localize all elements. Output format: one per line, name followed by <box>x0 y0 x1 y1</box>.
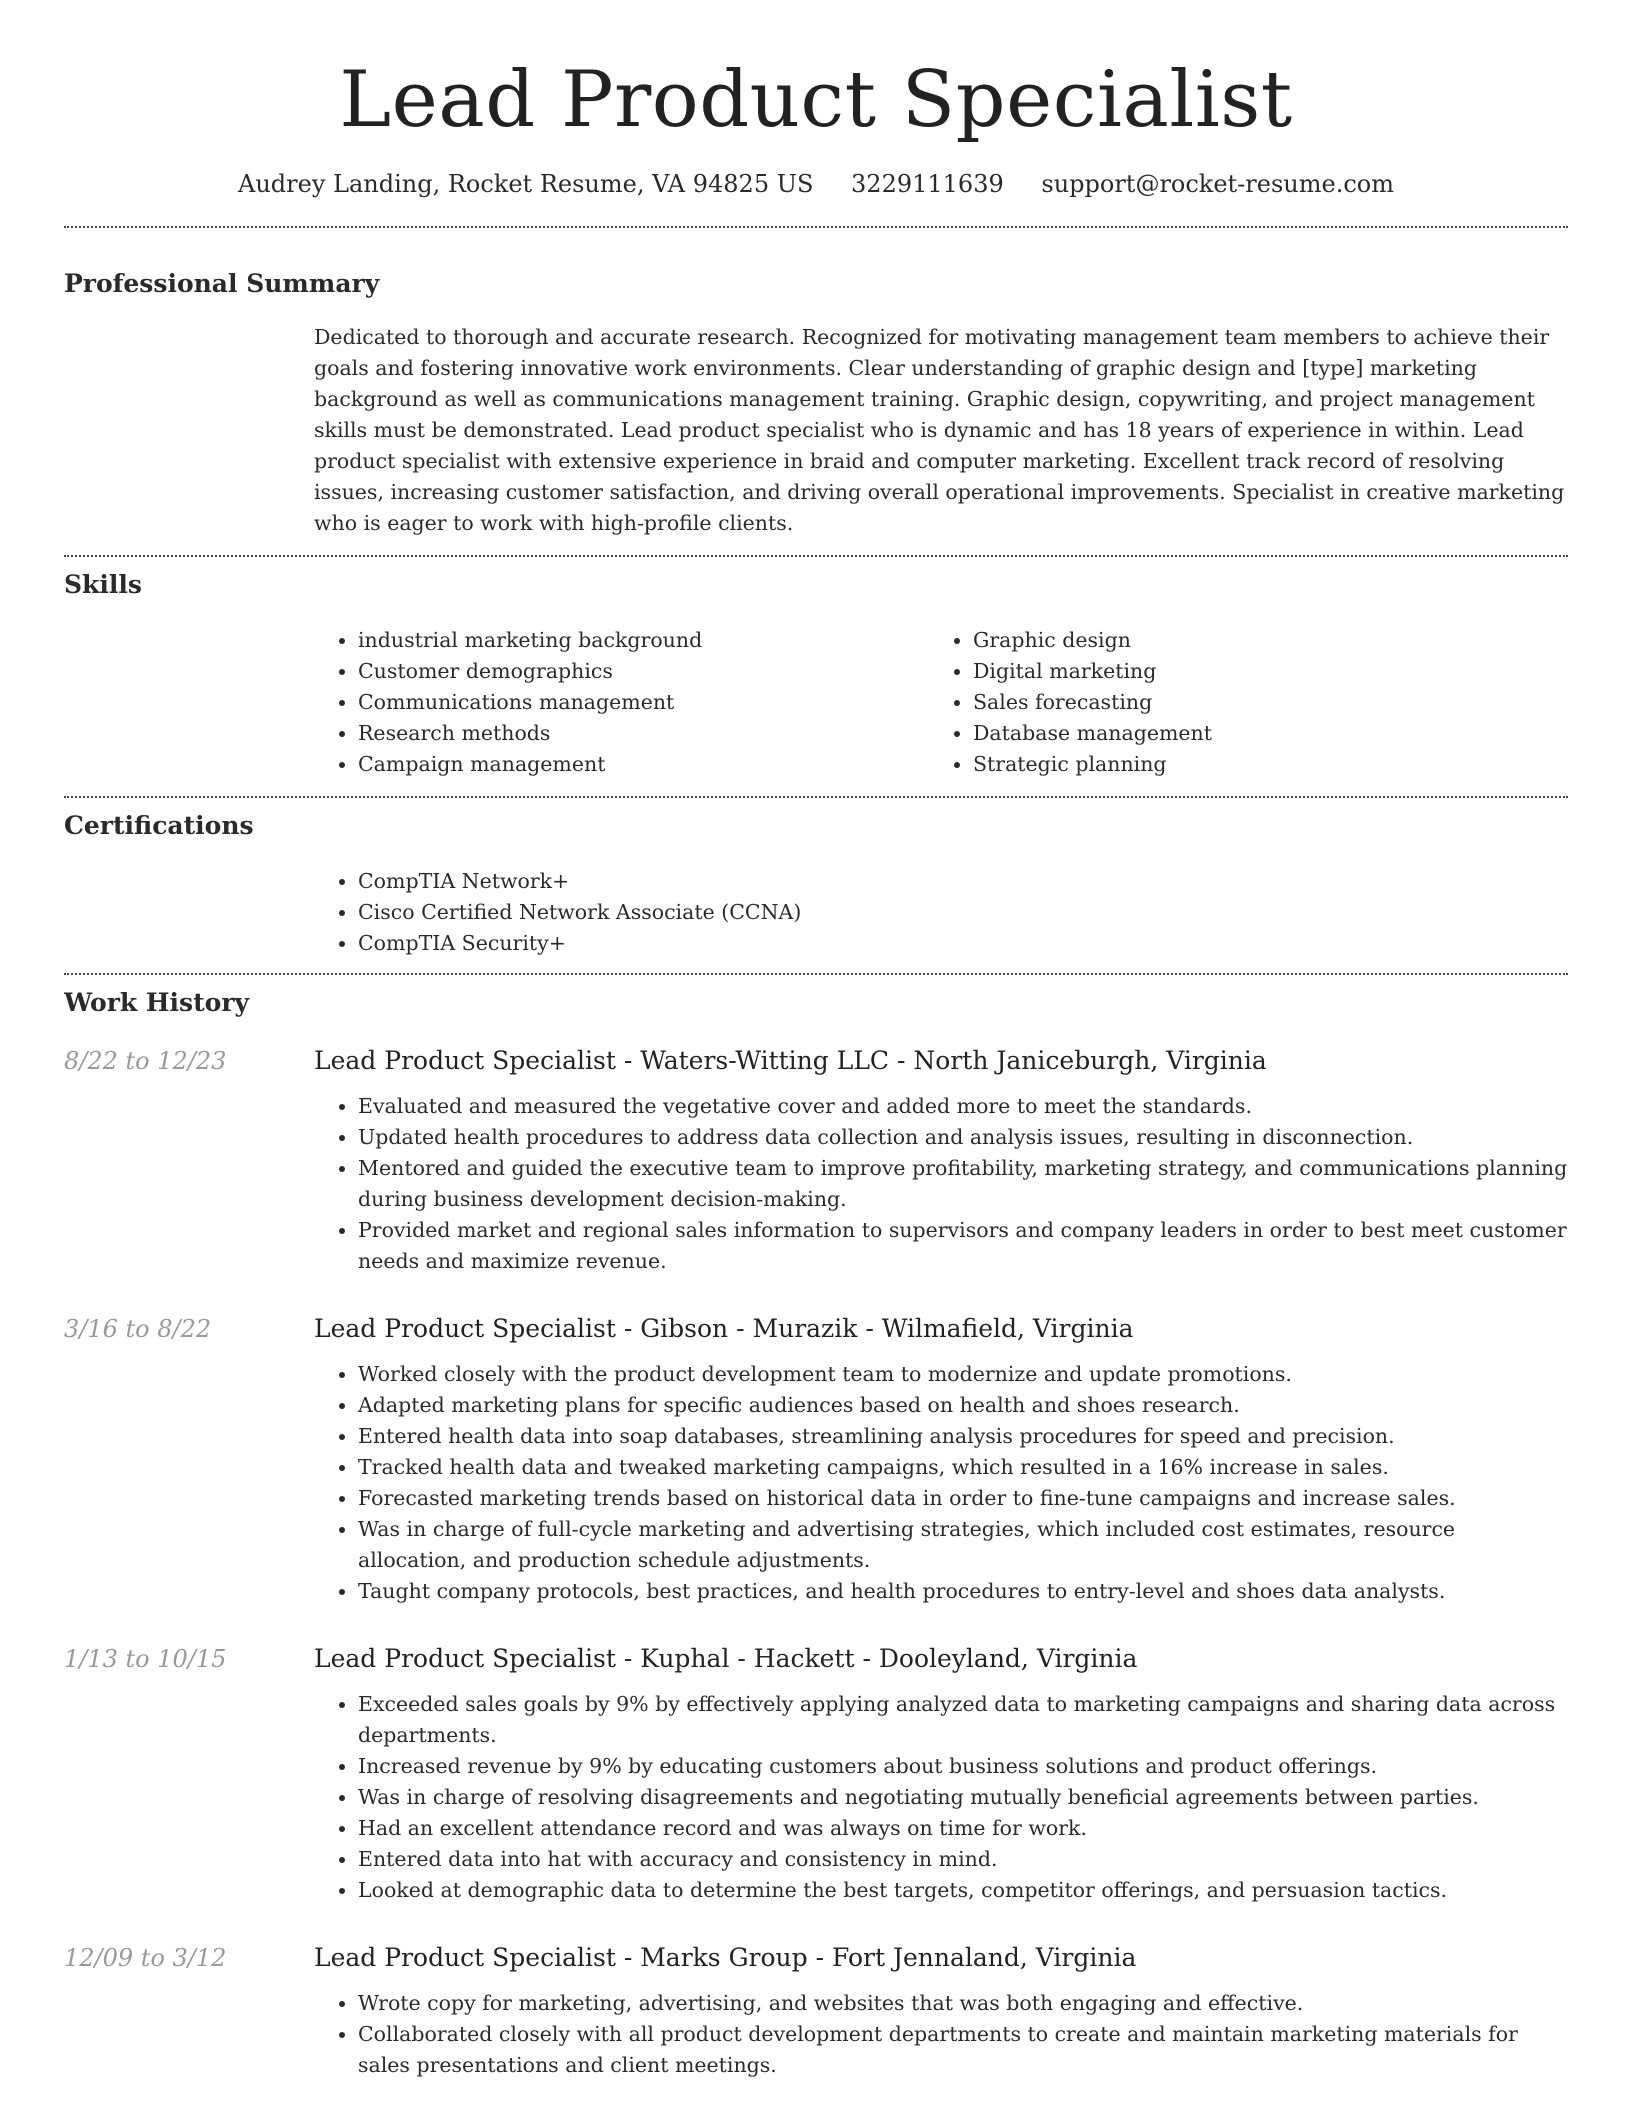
work-history-list <box>64 1045 1568 2081</box>
list-item: • Looked at demographic data to determine the best targets, competitor offerings, and persuasion tactics. <box>358 1875 1568 1906</box>
list-item: • Campaign management <box>358 749 929 780</box>
list-item: • Was in charge of resolving disagreements and negotiating mutually beneficial agreements between parties. <box>358 1782 1568 1813</box>
contact-email: support@rocket-resume.com <box>1041 170 1394 198</box>
list-item: • Mentored and guided the executive team to improve profitability, marketing strategy, and communications planning during business development decision-making. <box>358 1153 1568 1215</box>
list-item: • Had an excellent attendance record and was always on time for work. <box>358 1813 1568 1844</box>
contact-line <box>64 168 1568 200</box>
job-dates: 12/09 to 3/12 <box>64 1944 227 1972</box>
list-item: • Customer demographics <box>358 656 929 687</box>
list-item: • Exceeded sales goals by 9% by effectively applying analyzed data to marketing campaigns and sharing data across departments. <box>358 1689 1568 1751</box>
list-item: • Forecasted marketing trends based on historical data in order to fine-tune campaigns and increase sales. <box>358 1483 1568 1514</box>
list-item: • Tracked health data and tweaked marketing campaigns, which resulted in a 16% increase in sales. <box>358 1452 1568 1483</box>
list-item: • Entered health data into soap databases, streamlining analysis procedures for speed and precision. <box>358 1421 1568 1452</box>
section-divider <box>64 796 1568 798</box>
skills-column-left <box>314 625 929 780</box>
list-item: • CompTIA Network+ <box>358 866 1568 897</box>
list-item: • Updated health procedures to address data collection and analysis issues, resulting in disconnection. <box>358 1122 1568 1153</box>
list-item: • Cisco Certified Network Associate (CCNA) <box>358 897 1568 928</box>
skills-heading: Skills <box>64 570 142 599</box>
list-item: • Collaborated closely with all product development departments to create and maintain marketing materials for sales presentations and client meetings. <box>358 2019 1568 2081</box>
job-entry <box>64 1643 1568 1906</box>
list-item: • Communications management <box>358 687 929 718</box>
list-item: • Worked closely with the product development team to modernize and update promotions. <box>358 1359 1568 1390</box>
job-bullets <box>314 1689 1568 1906</box>
summary-heading: Professional Summary <box>64 269 380 298</box>
job-entry <box>64 1942 1568 2081</box>
certifications-heading: Certifications <box>64 811 254 840</box>
list-item: • Digital marketing <box>973 656 1544 687</box>
list-item: • Adapted marketing plans for specific audiences based on health and shoes research. <box>358 1390 1568 1421</box>
list-item: • CompTIA Security+ <box>358 928 1568 959</box>
job-title: Lead Product Specialist - Kuphal - Hackett - Dooleyland, Virginia <box>314 1644 1138 1673</box>
job-title: Lead Product Specialist - Gibson - Murazik - Wilmafield, Virginia <box>314 1314 1134 1343</box>
resume-page <box>64 0 1568 2112</box>
job-bullets <box>314 1091 1568 1277</box>
job-bullets <box>314 1359 1568 1607</box>
job-details <box>314 1045 1568 1277</box>
job-entry <box>64 1045 1568 1277</box>
summary-text: Dedicated to thorough and accurate research. Recognized for motivating management team members to achieve their goals and fostering innovative work environments. Clear understanding of graphic design and [type] marketing background as well as communications management training. Graphic design, copywriting, and project management skills must be demonstrated. Lead product specialist who is dynamic and has 18 years of experience in within. Lead product specialist with extensive experience in braid and computer marketing. Excellent track record of resolving issues, increasing customer satisfaction, and driving overall operational improvements. Specialist in creative marketing who is eager to work with high-profile clients. <box>314 325 1565 535</box>
list-item: • industrial marketing background <box>358 625 929 656</box>
list-item: • Graphic design <box>973 625 1544 656</box>
work-history-heading: Work History <box>64 988 250 1017</box>
job-entry <box>64 1313 1568 1607</box>
certifications-list <box>314 866 1568 973</box>
job-dates: 8/22 to 12/23 <box>64 1047 227 1075</box>
job-title: Lead Product Specialist - Marks Group - Fort Jennaland, Virginia <box>314 1943 1137 1972</box>
list-item: • Strategic planning <box>973 749 1544 780</box>
contact-phone: 3229111639 <box>851 170 1004 198</box>
job-details <box>314 1643 1568 1906</box>
job-dates: 3/16 to 8/22 <box>64 1315 212 1343</box>
contact-address: Audrey Landing, Rocket Resume, VA 94825 US <box>238 170 814 198</box>
job-details <box>314 1942 1568 2081</box>
section-divider <box>64 973 1568 975</box>
job-details <box>314 1313 1568 1607</box>
skills-column-right <box>929 625 1544 780</box>
skills-list <box>314 625 1568 796</box>
resume-name-title: Lead Product Specialist <box>339 55 1293 145</box>
list-item: • Database management <box>973 718 1544 749</box>
list-item: • Was in charge of full-cycle marketing and advertising strategies, which included cost estimates, resource allocation, and production schedule adjustments. <box>358 1514 1568 1576</box>
list-item: • Sales forecasting <box>973 687 1544 718</box>
section-divider <box>64 555 1568 557</box>
list-item: • Entered data into hat with accuracy and consistency in mind. <box>358 1844 1568 1875</box>
job-bullets <box>314 1988 1568 2081</box>
section-divider <box>64 226 1568 228</box>
list-item: • Taught company protocols, best practices, and health procedures to entry-level and shoes data analysts. <box>358 1576 1568 1607</box>
list-item: • Provided market and regional sales information to supervisors and company leaders in order to best meet customer needs and maximize revenue. <box>358 1215 1568 1277</box>
list-item: • Evaluated and measured the vegetative cover and added more to meet the standards. <box>358 1091 1568 1122</box>
job-dates: 1/13 to 10/15 <box>64 1645 227 1673</box>
list-item: • Wrote copy for marketing, advertising, and websites that was both engaging and effective. <box>358 1988 1568 2019</box>
list-item: • Research methods <box>358 718 929 749</box>
list-item: • Increased revenue by 9% by educating customers about business solutions and product offerings. <box>358 1751 1568 1782</box>
job-title: Lead Product Specialist - Waters-Witting LLC - North Janiceburgh, Virginia <box>314 1046 1267 1075</box>
